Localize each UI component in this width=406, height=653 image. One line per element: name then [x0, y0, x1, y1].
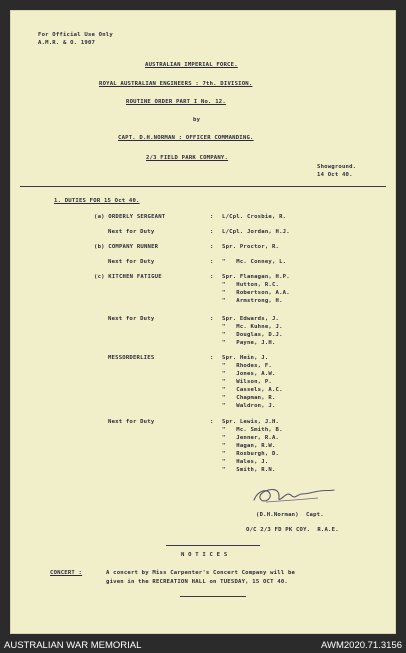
kitchen-name-1: Spr. Flanagan, H.P. [222, 274, 290, 280]
orderly-sergeant-value: L/Cpl. Crosbie, R. [222, 214, 287, 220]
mess-next-name-4: " Hagan, R.W. [222, 443, 276, 449]
mess-next-label: Next for Duty [108, 419, 155, 425]
unit-title: ROYAL AUSTRALIAN ENGINEERS : 7th. DIVISION. [99, 81, 253, 87]
mess-name-2: " Rhodes, F. [222, 363, 272, 369]
orderly-next-label: Next for Duty [108, 229, 155, 235]
orderly-next-colon: : [210, 229, 214, 235]
force-title: AUSTRALIAN IMPERIAL FORCE. [145, 62, 238, 68]
kitchen-name-4: " Armstrong, H. [222, 298, 283, 304]
mess-next-name-1: Spr. Lewis, J.H. [222, 419, 280, 425]
routine-order-document [10, 10, 396, 634]
archive-footer [0, 636, 406, 653]
concert-label: CONCERT : [50, 570, 83, 576]
kitchen-next-colon: : [210, 316, 214, 322]
orderly-next-value: L/Cpl. Jordan, H.J. [222, 229, 290, 235]
handwritten-signature [248, 482, 338, 508]
mess-name-1: Spr. Hein, J. [222, 355, 269, 361]
kitchen-next-name-1: Spr. Edwards, J. [222, 316, 280, 322]
runner-next-colon: : [210, 259, 214, 265]
company-runner-colon: : [210, 244, 214, 250]
kitchen-next-name-4: " Payne, J.H. [222, 340, 276, 346]
runner-next-label: Next for Duty [108, 259, 155, 265]
kitchen-fatigue-label: (c) KITCHEN FATIGUE [94, 274, 162, 280]
signatory-name: (D.H.Norman) Capt. [256, 512, 324, 518]
mess-name-7: " Waldron, J. [222, 403, 276, 409]
concert-line-1: A concert by Miss Carpenter's Concert Company will be [106, 570, 296, 576]
mess-name-4: " Wilson, P. [222, 379, 272, 385]
messorderlies-label: MESSORDERLIES [108, 355, 155, 361]
kitchen-next-label: Next for Duty [108, 316, 155, 322]
end-rule [180, 596, 246, 597]
runner-next-value: " Mc. Conney, L. [222, 259, 287, 265]
kitchen-fatigue-colon: : [210, 274, 214, 280]
orderly-sergeant-colon: : [210, 214, 214, 220]
footer-accession-number: AWM2020.71.3156 [321, 640, 402, 651]
officer-title: CAPT. D.H.NORMAN : OFFICER COMMANDING. [118, 135, 254, 141]
mess-name-6: " Chapman, R. [222, 395, 276, 401]
notices-heading: N O T I C E S [181, 552, 228, 558]
kitchen-next-name-3: " Douglas, D.J. [222, 332, 283, 338]
footer-institution: AUSTRALIAN WAR MEMORIAL [4, 640, 142, 651]
kitchen-next-name-2: " Mc. Kuhne, J. [222, 324, 283, 330]
mess-next-name-3: " Jenner, R.A. [222, 435, 280, 441]
company-runner-label: (b) COMPANY RUNNER [94, 244, 159, 250]
duties-heading: 1. DUTIES FOR 15 Oct 40. [54, 198, 140, 204]
place-label: Showground. [317, 164, 357, 170]
messorderlies-colon: : [210, 355, 214, 361]
amr-reference: A.M.R. & O. 1907 [38, 40, 96, 46]
kitchen-name-2: " Hutton, R.C. [222, 282, 280, 288]
mess-next-colon: : [210, 419, 214, 425]
orderly-sergeant-label: (a) ORDERLY SERGEANT [94, 214, 166, 220]
order-title: ROUTINE ORDER PART I No. 12. [126, 99, 226, 105]
header-divider [20, 186, 386, 187]
mess-next-name-7: " Smith, R.N. [222, 467, 276, 473]
date-label: 14 Oct 40. [317, 172, 353, 178]
mess-next-name-5: " Roxburgh, D. [222, 451, 280, 457]
company-runner-value: Spr. Proctor, R. [222, 244, 280, 250]
mess-next-name-2: " Mc. Smith, B. [222, 427, 283, 433]
by-label: by [193, 117, 201, 123]
official-use-label: For Official Use Only [38, 32, 113, 38]
company-title: 2/3 FIELD PARK COMPANY. [146, 155, 229, 161]
notices-rule [166, 545, 260, 546]
concert-line-2: given in the RECREATION HALL on TUESDAY, 15 OCT 40. [106, 579, 288, 585]
mess-next-name-6: " Hales, J. [222, 459, 269, 465]
signatory-role: O/C 2/3 FD PK COY. R.A.E. [246, 527, 339, 533]
mess-name-3: " Jones, A.W. [222, 371, 276, 377]
mess-name-5: " Cassels, A.C. [222, 387, 283, 393]
kitchen-name-3: " Robertson, A.A. [222, 290, 290, 296]
document-sheet [10, 10, 396, 634]
